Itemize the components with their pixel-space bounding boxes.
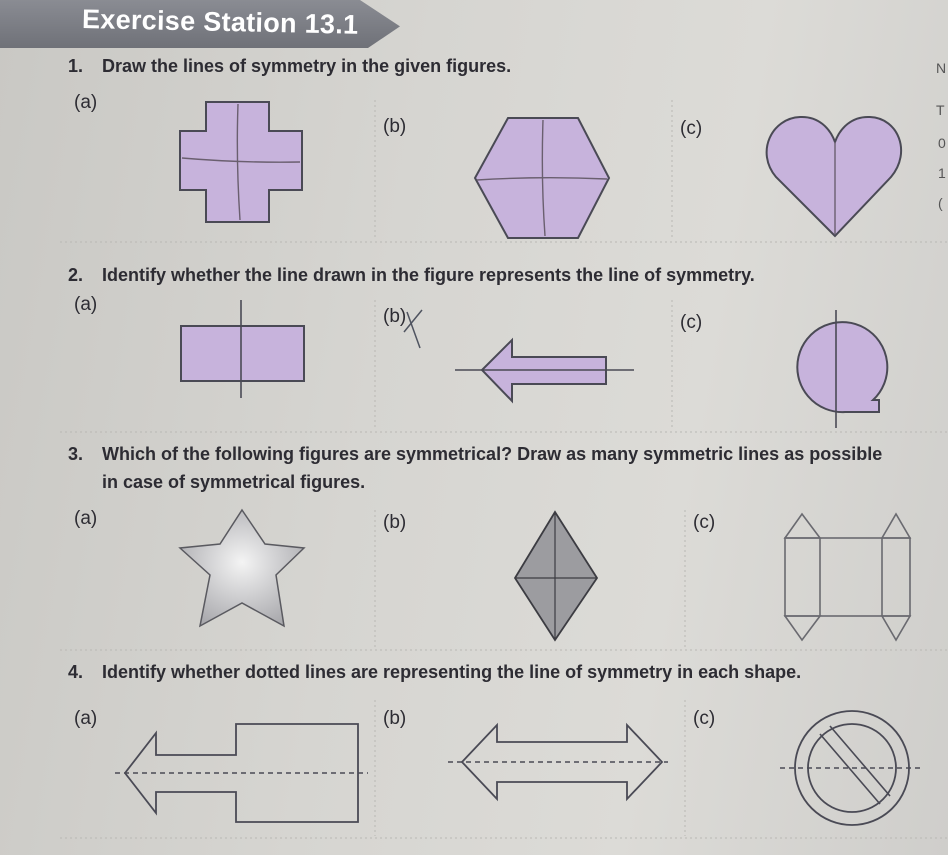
figure-2c-circle-tab xyxy=(797,310,887,428)
page-title: Exercise Station 13.1 xyxy=(81,4,359,40)
question-number: 4. xyxy=(68,662,84,682)
question-text: Identify whether the line drawn in the figure represents the line of symmetry. xyxy=(102,265,755,285)
question-number: 2. xyxy=(68,265,84,285)
question-number: 1. xyxy=(68,56,84,76)
figure-1a-cross xyxy=(180,102,302,222)
figure-1b-hexagon xyxy=(475,118,609,238)
label-2a: (a) xyxy=(74,294,98,315)
label-4c: (c) xyxy=(693,708,716,729)
question-number: 3. xyxy=(68,444,84,464)
label-1b: (b) xyxy=(383,116,407,137)
edge-mark: N xyxy=(936,60,947,76)
edge-mark: 0 xyxy=(938,135,946,151)
label-2c: (c) xyxy=(680,312,703,333)
figure-3a-star xyxy=(180,510,304,626)
pen-cross-mark xyxy=(404,310,422,348)
label-1a: (a) xyxy=(74,92,98,113)
figure-3c-prism-net xyxy=(785,514,910,640)
label-3c: (c) xyxy=(693,512,716,533)
figure-4b-double-arrow xyxy=(448,725,668,799)
question-3-line2: in case of symmetrical figures. xyxy=(102,472,366,492)
question-text: Which of the following figures are symmetrical? Draw as many symmetric lines as possible xyxy=(102,444,883,464)
figure-2b-arrow xyxy=(455,340,634,401)
edge-mark: 1 xyxy=(938,165,946,181)
figure-1c-heart xyxy=(767,117,901,236)
label-3a: (a) xyxy=(74,508,98,529)
edge-mark: T xyxy=(936,102,945,118)
figure-4c-no-sign xyxy=(780,711,922,825)
label-4b: (b) xyxy=(383,708,407,729)
label-4a: (a) xyxy=(74,708,98,729)
question-text: Identify whether dotted lines are representing the line of symmetry in each shape. xyxy=(102,662,802,682)
figure-2a-rectangle xyxy=(181,300,304,398)
figure-3b-diamond xyxy=(515,512,597,640)
label-1c: (c) xyxy=(680,118,703,139)
figure-4a-arrow-shape xyxy=(115,724,368,822)
label-3b: (b) xyxy=(383,512,407,533)
label-2b: (b) xyxy=(383,306,407,327)
edge-mark: ( xyxy=(938,195,943,211)
question-text: Draw the lines of symmetry in the given figures. xyxy=(102,56,512,76)
